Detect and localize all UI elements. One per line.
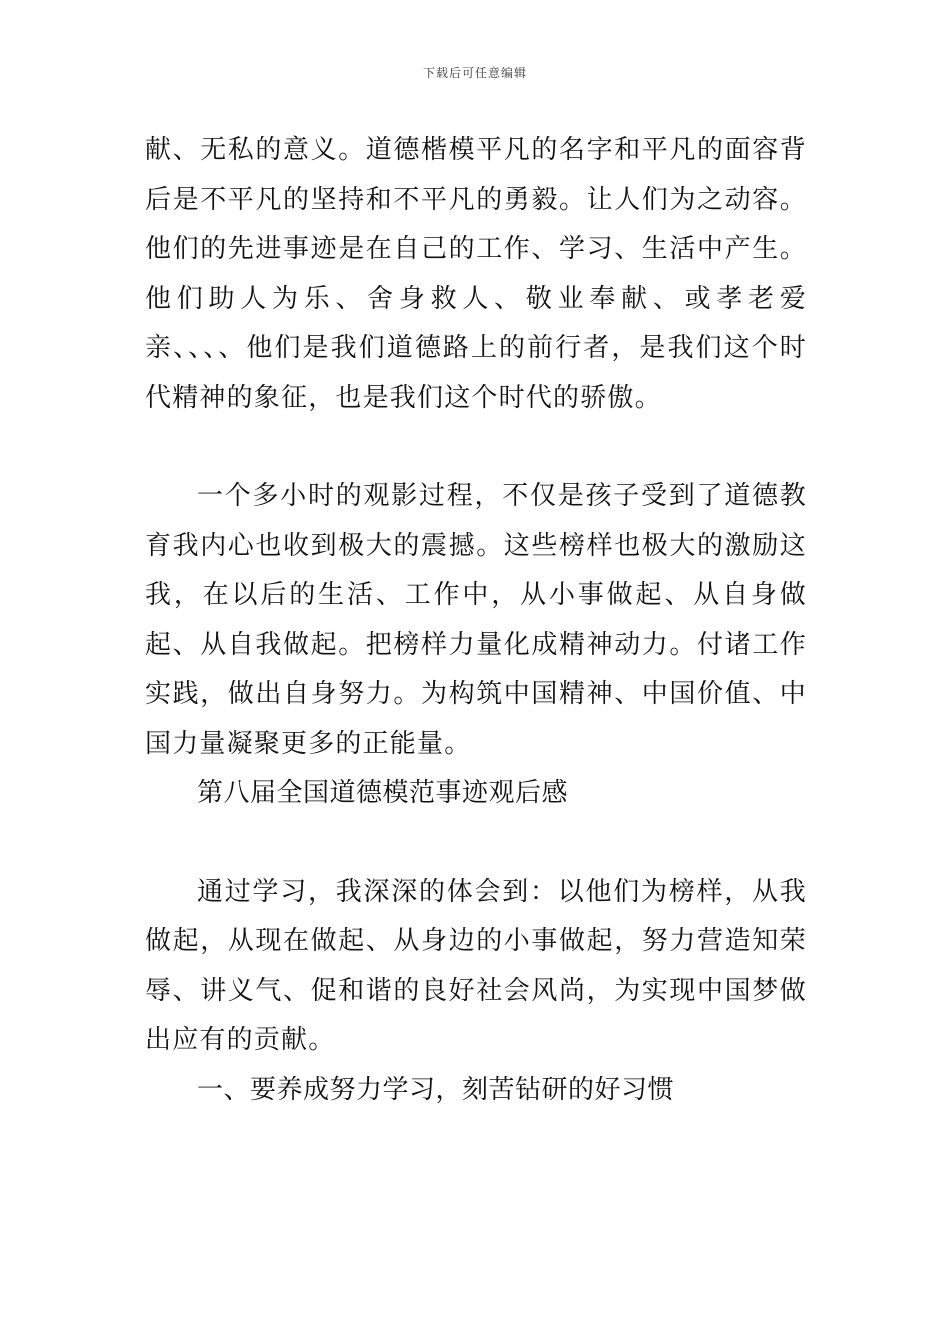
paragraph-2: 一个多小时的观影过程，不仅是孩子受到了道德教育我内心也收到极大的震撼。这些榜样也极大的激励这我，在以后的生活、工作中，从小事做起、从自身做起、从自我做起。把榜样力量化成精神动力。付诸工作实践，做出自身努力。为构筑中国精神、中国价值、中国力量凝聚更多的正能量。 [145, 481, 807, 759]
paragraph-3: 通过学习，我深深的体会到：以他们为榜样，从我做起，从现在做起、从身边的小事做起，努力营造知荣辱、讲义气、促和谐的良好社会风尚，为实现中国梦做出应有的贡献。 [145, 876, 807, 1055]
page-header-note: 下载后可任意编辑 [422, 66, 527, 80]
article-title: 第八届全国道德模范事迹观后感 [197, 778, 569, 808]
document-body [145, 126, 807, 1115]
paragraph-1: 献、无私的意义。道德楷模平凡的名字和平凡的面容背后是不平凡的坚持和不平凡的勇毅。让人们为之动容。他们的先进事迹是在自己的工作、学习、生活中产生。他们助人为乐、舍身救人、敬业奉献、或孝老爱亲、、、、他们是我们道德路上的前行者，是我们这个时代精神的象征，也是我们这个时代的骄傲。 [145, 135, 807, 413]
section-heading-1: 一、要养成努力学习，刻苦钻研的好习惯 [197, 1074, 675, 1105]
